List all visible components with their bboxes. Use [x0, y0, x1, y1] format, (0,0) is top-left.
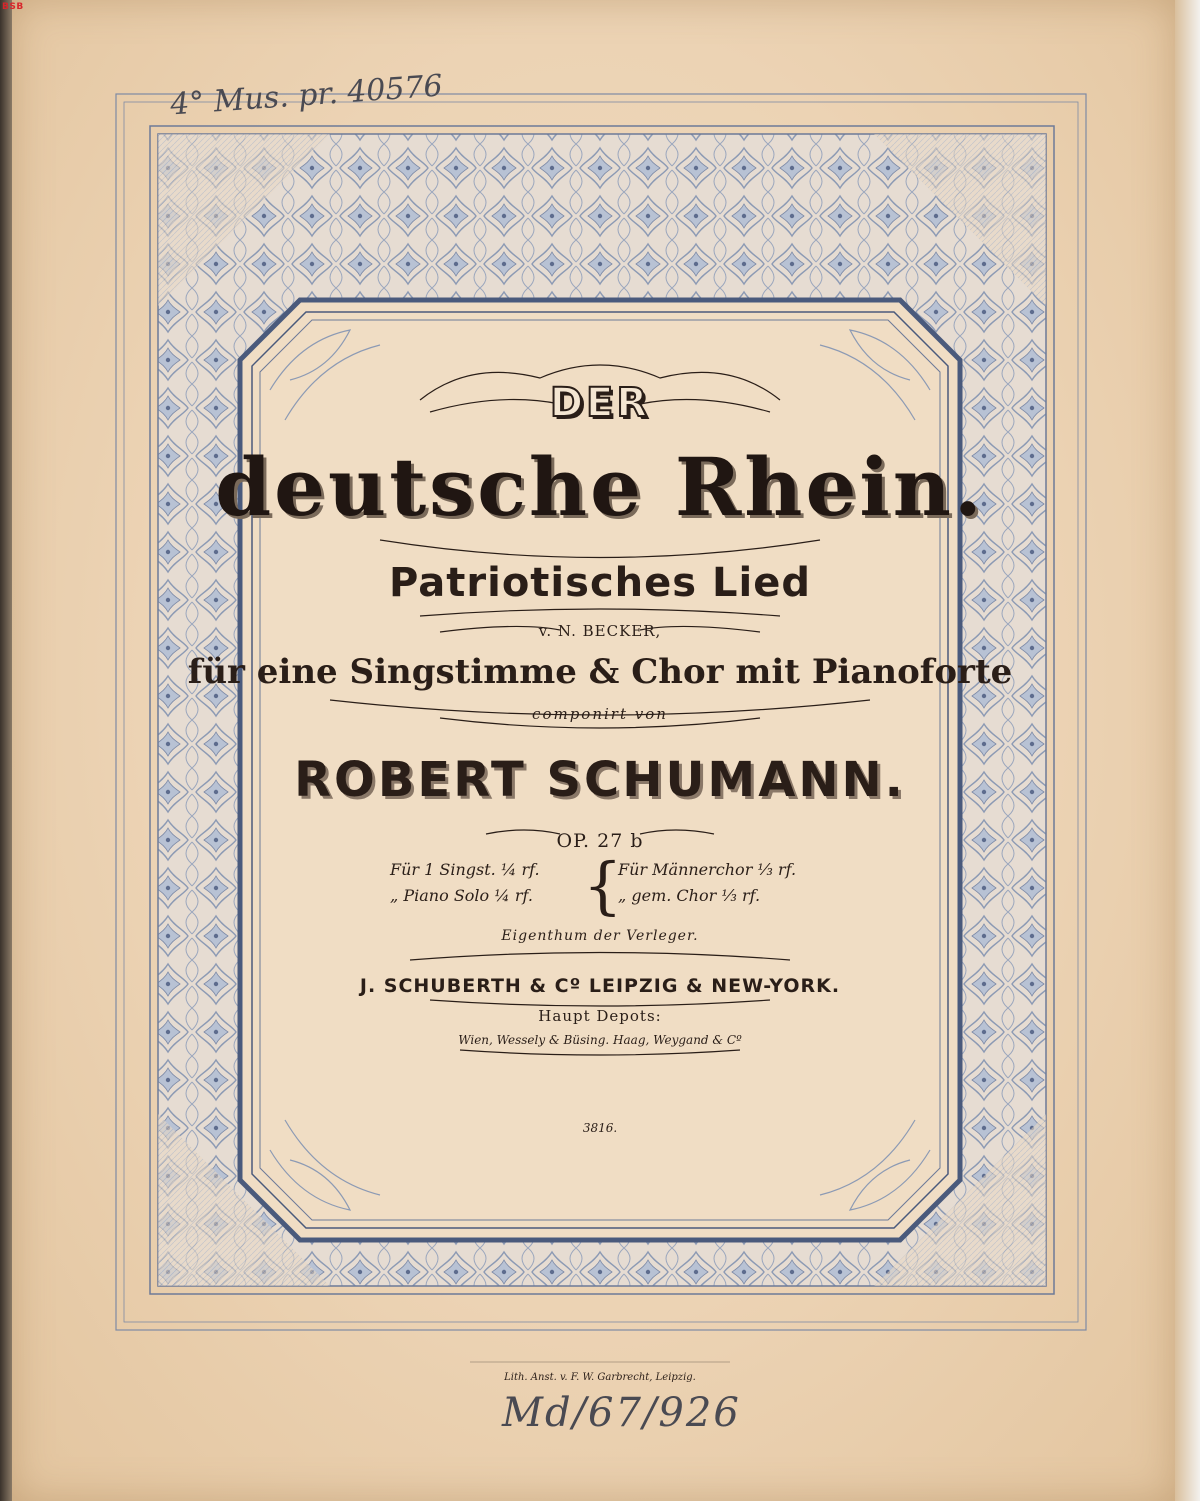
subtitle: Patriotisches Lied	[389, 560, 811, 606]
title-article: DER	[549, 380, 651, 426]
library-stamp: BSB	[2, 2, 24, 12]
call-number-bottom: Md/67/926	[502, 1390, 741, 1436]
plate-number: 3816.	[582, 1121, 618, 1135]
opus-number: OP. 27 b	[556, 830, 644, 852]
page-title: deutsche Rhein.	[215, 440, 985, 534]
property-note: Eigenthum der Verleger.	[501, 928, 699, 944]
lithographer-credit: Lith. Anst. v. F. W. Garbrecht, Leipzig.	[504, 1372, 696, 1383]
price-mixed-choir: „ gem. Chor ⅓ rf.	[618, 886, 761, 905]
scoring-line: für eine Singstimme & Chor mit Pianoforte	[187, 652, 1013, 692]
call-number-top: 4° Mus. pr. 40576	[169, 68, 444, 123]
publisher-line: J. SCHUBERTH & Cº LEIPZIG & NEW-YORK.	[359, 975, 841, 997]
price-voice: Für 1 Singst. ¼ rf.	[390, 860, 540, 879]
price-piano-solo: „ Piano Solo ¼ rf.	[390, 886, 533, 905]
price-bracket: {	[583, 849, 623, 922]
composer-name: ROBERT SCHUMANN.	[294, 752, 906, 808]
poet-credit: v. N. BECKER,	[538, 622, 662, 640]
depots-label: Haupt Depots:	[538, 1007, 662, 1025]
composed-by-label: componirt von	[532, 705, 668, 723]
depot-cities: Wien, Wessely & Büsing. Haag, Weygand & Cº	[458, 1033, 742, 1047]
price-male-choir: Für Männerchor ⅓ rf.	[618, 860, 797, 879]
